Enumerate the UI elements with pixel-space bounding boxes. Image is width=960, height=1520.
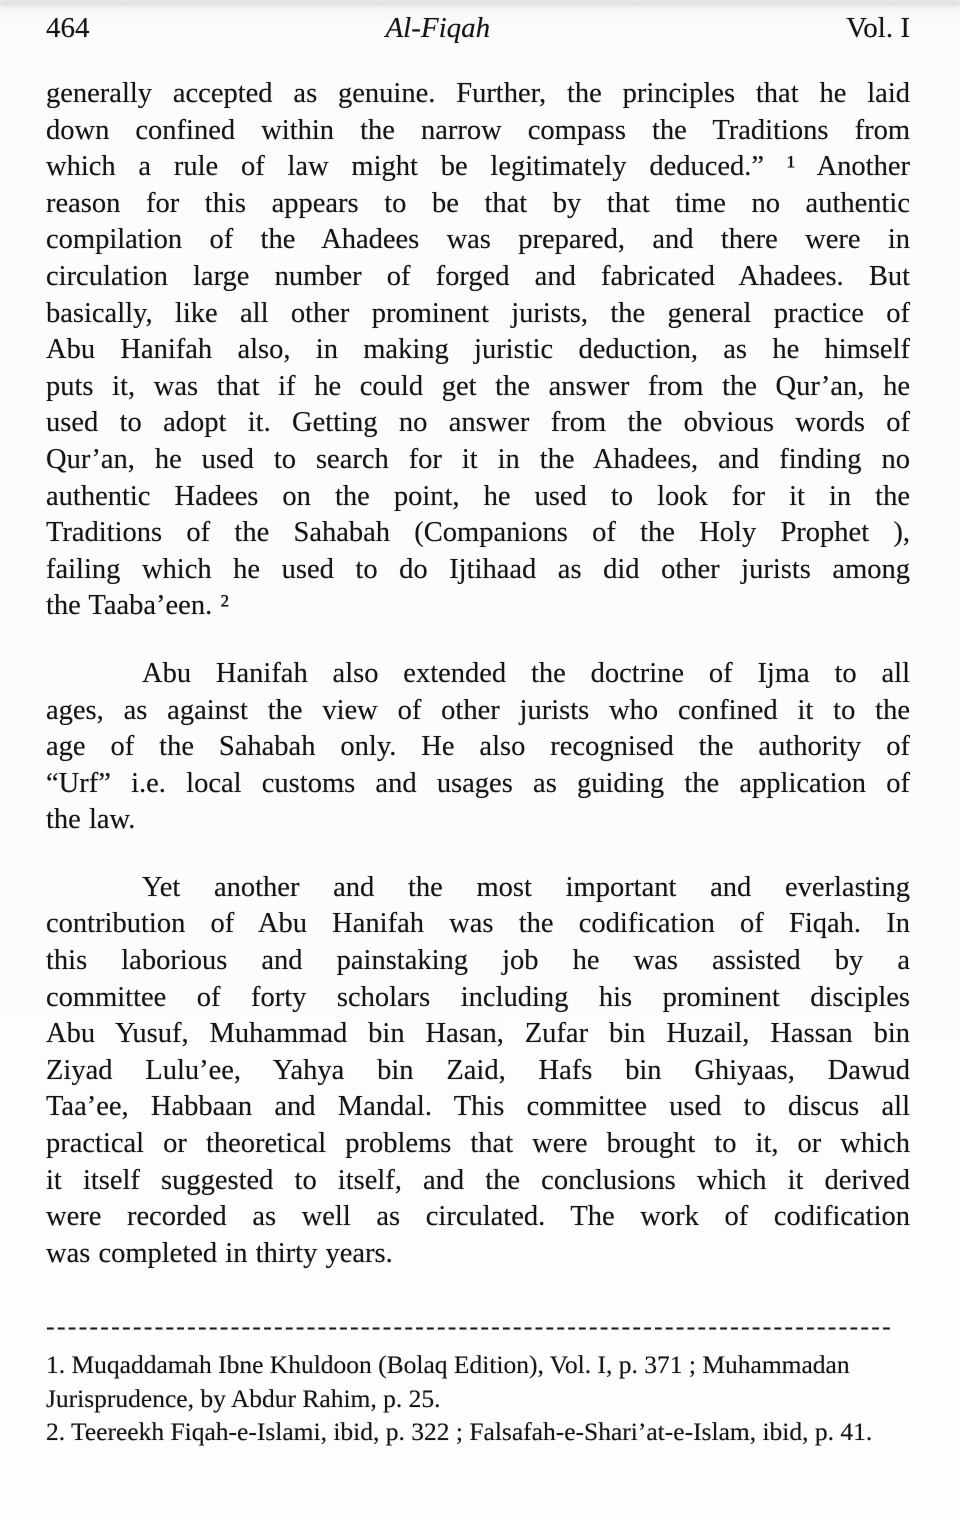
text-line: age of the Sahabah only. He also recognised the authority of [46,731,910,763]
text-line: puts it, was that if he could get the answer from the Qur’an, he [46,370,910,402]
footnote-line-2: Jurisprudence, by Abdur Rahim, p. 25. [46,1383,441,1413]
page-header [46,10,910,46]
paragraph-2 [46,656,910,839]
text-line: authentic Hadees on the point, he used to look for it in the [46,480,910,512]
text-line: was completed in thirty years. [46,1237,393,1269]
footnote-line-1: 1. Muqaddamah Ibne Khuldoon (Bolaq Edition), Vol. I, p. 371 ; Muhammadan [46,1350,850,1380]
text-line: Traditions of the Sahabah (Companions of the Holy Prophet ), [46,517,910,549]
footnote-line-3: 2. Teereekh Fiqah-e-Islami, ibid, p. 322 ; Falsafah-e-Shari’at-e-Islam, ibid, p. 41. [46,1417,873,1447]
page-number: 464 [46,12,90,44]
book-title: Al-Fiqah [385,12,491,44]
text-line: Abu Hanifah also extended the doctrine of Ijma to all [142,657,910,689]
text-line: reason for this appears to be that by that time no authentic [46,187,910,219]
text-line: which a rule of law might be legitimately deduced.” ¹ Another [46,151,910,183]
text-line: Yet another and the most important and everlasting [142,871,910,903]
text-line: this laborious and painstaking job he was assisted by a [46,945,910,977]
text-line: the Taaba’een. ² [46,590,229,622]
text-line: committee of forty scholars including his prominent disciples [46,981,910,1013]
text-line: down confined within the narrow compass the Traditions from [46,114,910,146]
paragraph-3 [46,870,910,1273]
footnotes [46,1348,910,1449]
paragraph-1 [46,76,910,625]
text-line: Abu Hanifah also, in making juristic deduction, as he himself [46,334,910,366]
text-line: basically, like all other prominent jurists, the general practice of [46,297,910,329]
text-line: practical or theoretical problems that were brought to it, or which [46,1128,910,1160]
text-line: “Urf” i.e. local customs and usages as guiding the application of [46,767,910,799]
volume-label: Vol. I [846,12,910,44]
text-line: contribution of Abu Hanifah was the codification of Fiqah. In [46,908,910,940]
text-line: it itself suggested to itself, and the conclusions which it derived [46,1164,910,1196]
text-line: were recorded as well as circulated. The work of codification [46,1201,910,1233]
body-text [46,76,910,1272]
text-line: Taa’ee, Habbaan and Mandal. This committee used to discus all [46,1091,910,1123]
text-line: Qur’an, he used to search for it in the Ahadees, and finding no [46,443,910,475]
footnote-separator: ------------------------------------------------------------------------------ [46,1312,893,1342]
text-line: ages, as against the view of other jurists who confined it to the [46,694,910,726]
text-line: Abu Yusuf, Muhammad bin Hasan, Zufar bin Huzail, Hassan bin [46,1018,910,1050]
text-line: Ziyad Lulu’ee, Yahya bin Zaid, Hafs bin Ghiyaas, Dawud [46,1054,910,1086]
text-line: compilation of the Ahadees was prepared, and there were in [46,224,910,256]
text-line: the law. [46,804,136,836]
text-line: failing which he used to do Ijtihaad as did other jurists among [46,553,910,585]
text-line: circulation large number of forged and fabricated Ahadees. But [46,260,910,292]
text-line: generally accepted as genuine. Further, the principles that he laid [46,78,910,109]
text-line: used to adopt it. Getting no answer from the obvious words of [46,407,910,439]
